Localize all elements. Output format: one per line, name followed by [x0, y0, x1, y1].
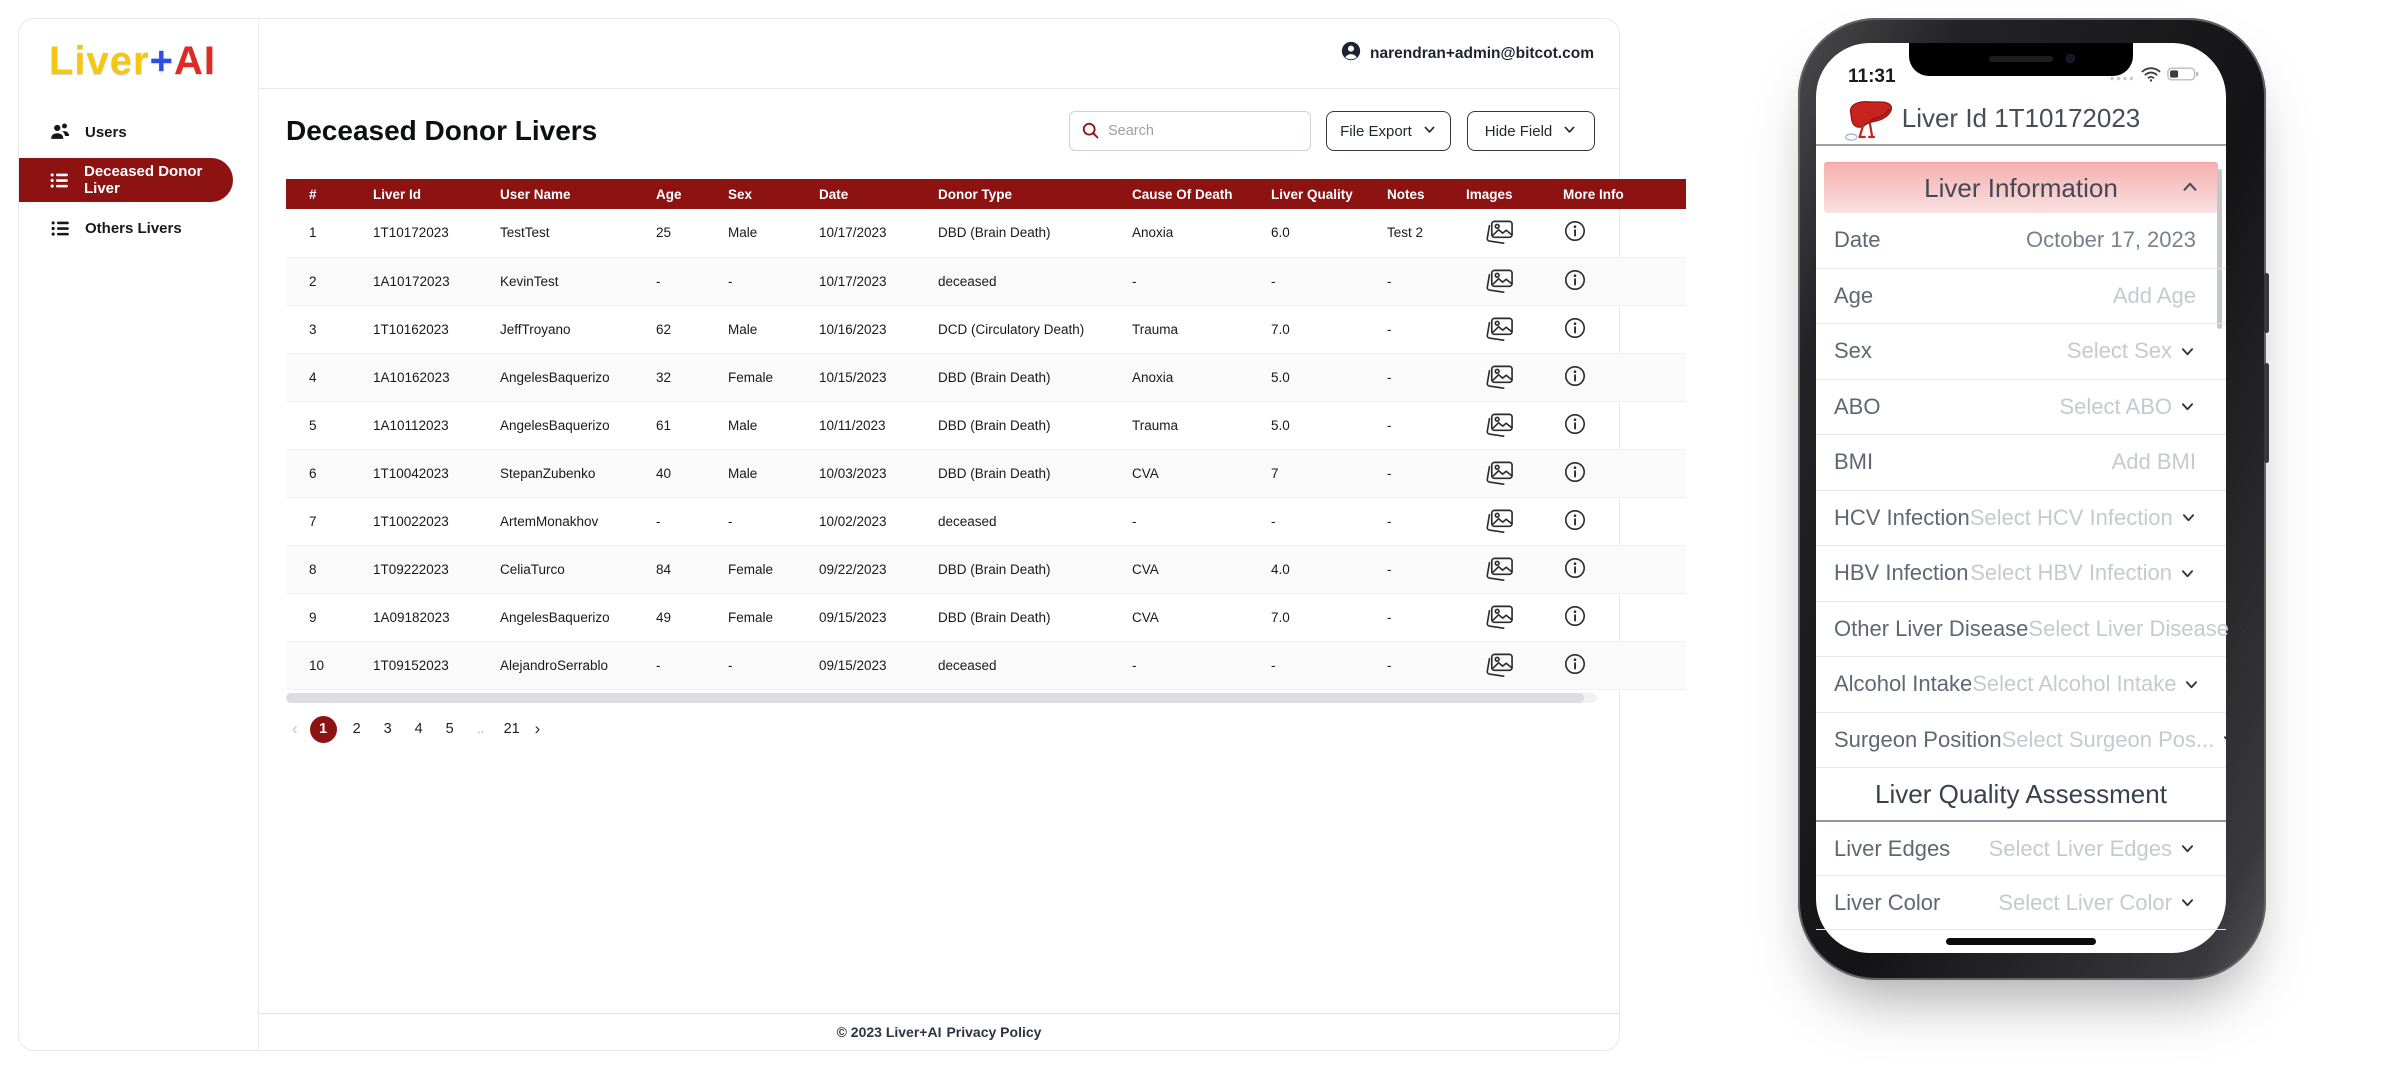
table-cell: 62	[641, 305, 713, 353]
table-cell: 84	[641, 545, 713, 593]
table-cell: 5.0	[1256, 401, 1372, 449]
table-row	[286, 401, 1686, 449]
field-value	[2026, 227, 2196, 253]
field-row-abo[interactable]	[1816, 380, 2226, 436]
phone-header	[1816, 95, 2226, 143]
field-placeholder	[2002, 727, 2239, 753]
field-value-text: Select Sex	[2066, 338, 2172, 364]
chevron-down-icon	[1562, 122, 1577, 141]
field-row-hbv-infection[interactable]	[1816, 546, 2226, 602]
table-row	[286, 209, 1686, 257]
search-icon	[1080, 120, 1101, 141]
images-icon[interactable]	[1451, 411, 1548, 440]
table-cell: 61	[641, 401, 713, 449]
file-export-label: File Export	[1340, 122, 1412, 140]
field-label: Liver Edges	[1834, 835, 1951, 861]
table-cell: 6	[286, 449, 358, 497]
table-cell	[1548, 257, 1686, 305]
field-value-text: Select Liver Disease	[2028, 615, 2229, 641]
table-cell: AlejandroSerrablo	[485, 641, 641, 689]
table-row	[286, 305, 1686, 353]
front-camera	[2066, 54, 2075, 63]
table-cell	[1451, 449, 1548, 497]
table-cell: Male	[713, 449, 804, 497]
images-icon[interactable]	[1451, 507, 1548, 536]
field-row-date[interactable]	[1816, 213, 2226, 269]
speaker-slot	[1989, 56, 2053, 62]
table-cell: 49	[641, 593, 713, 641]
table-cell: DBD (Brain Death)	[923, 209, 1117, 257]
phone-screen	[1816, 43, 2229, 953]
images-icon[interactable]	[1451, 555, 1548, 584]
chevron-down-icon	[1422, 122, 1437, 141]
chevron-down-icon	[2180, 509, 2197, 526]
table-cell: -	[641, 497, 713, 545]
table-cell: 09/15/2023	[804, 641, 923, 689]
column-header-age: Age	[641, 179, 713, 209]
table-cell: 7	[1256, 449, 1372, 497]
images-icon[interactable]	[1451, 603, 1548, 632]
table-cell: 2	[286, 257, 358, 305]
field-label: HBV Infection	[1834, 560, 1969, 586]
search-box	[1069, 111, 1311, 151]
table-row	[286, 257, 1686, 305]
chevron-down-icon	[2179, 343, 2196, 360]
table-cell: Female	[713, 593, 804, 641]
info-icon[interactable]	[1563, 219, 1587, 243]
info-icon[interactable]	[1563, 508, 1587, 532]
table-row	[286, 641, 1686, 689]
table-cell: 4	[286, 353, 358, 401]
table-cell: 1T09152023	[358, 641, 485, 689]
field-value-text: Select HCV Infection	[1969, 504, 2173, 530]
table-cell: 1A09182023	[358, 593, 485, 641]
field-placeholder	[2067, 338, 2196, 364]
table-cell: -	[1117, 497, 1256, 545]
table-cell: Trauma	[1117, 401, 1256, 449]
table-cell: AngelesBaquerizo	[485, 353, 641, 401]
column-header-notes: Notes	[1372, 179, 1451, 209]
images-icon[interactable]	[1451, 459, 1548, 488]
page-title: Deceased Donor Livers	[286, 115, 598, 146]
table-cell	[1451, 641, 1548, 689]
person-circle-icon	[1340, 40, 1362, 67]
table-cell: -	[641, 641, 713, 689]
info-icon[interactable]	[1563, 556, 1587, 580]
table-cell: JeffTroyano	[485, 305, 641, 353]
table-cell: 1T10172023	[358, 209, 485, 257]
field-row-surgeon-position[interactable]	[1816, 713, 2226, 769]
liver-quality-assessment-header	[1816, 768, 2226, 822]
table-cell: 10/03/2023	[804, 449, 923, 497]
table-cell	[1548, 401, 1686, 449]
logo-liver: Liver	[49, 39, 150, 83]
column-header-date: Date	[804, 179, 923, 209]
table-cell	[1548, 641, 1686, 689]
field-value-text: Select HBV Infection	[1970, 560, 2172, 586]
field-value-text: Add Age	[2112, 282, 2196, 308]
copyright-text: © 2023 Liver+AI	[836, 1024, 942, 1040]
table-cell: -	[1117, 641, 1256, 689]
table-row	[286, 545, 1686, 593]
column-header--: #	[286, 179, 358, 209]
file-export-button[interactable]	[1326, 111, 1451, 151]
footer	[259, 1013, 1619, 1050]
wifi-icon	[2140, 65, 2162, 88]
field-label: Other Liver Disease	[1834, 615, 2029, 641]
column-header-sex: Sex	[713, 179, 804, 209]
table-cell: -	[1372, 449, 1451, 497]
column-header-more-info: More Info	[1548, 179, 1686, 209]
chevron-down-icon	[2179, 894, 2196, 911]
table-cell: -	[1256, 497, 1372, 545]
column-header-liver-quality: Liver Quality	[1256, 179, 1372, 209]
field-row-other-liver-disease[interactable]	[1816, 602, 2229, 658]
field-label: BMI	[1834, 449, 1874, 475]
section-title: Liver Quality Assessment	[1875, 778, 2167, 809]
info-icon[interactable]	[1563, 652, 1587, 676]
search-input[interactable]	[1069, 111, 1311, 151]
table-cell: deceased	[923, 497, 1117, 545]
table-cell: 9	[286, 593, 358, 641]
table-cell: -	[1372, 305, 1451, 353]
donor-table	[286, 179, 1686, 690]
status-time: 11:31	[1848, 65, 1896, 87]
table-cell: Anoxia	[1117, 353, 1256, 401]
phone-volume-button	[2264, 273, 2269, 333]
table-cell: -	[713, 497, 804, 545]
sidebar-menu	[19, 112, 258, 248]
table-cell: 1A10172023	[358, 257, 485, 305]
table-cell: 10/15/2023	[804, 353, 923, 401]
donor-table-viewport	[286, 179, 1624, 690]
table-cell	[1451, 497, 1548, 545]
pagination	[289, 716, 1619, 743]
home-indicator[interactable]	[1946, 938, 2096, 945]
table-cell: -	[713, 641, 804, 689]
column-header-liver-id: Liver Id	[358, 179, 485, 209]
table-cell	[1548, 545, 1686, 593]
table-cell: 1T09222023	[358, 545, 485, 593]
user-email: narendran+admin@bitcot.com	[1370, 44, 1594, 62]
field-label: Alcohol Intake	[1834, 671, 1973, 697]
table-cell: 10/16/2023	[804, 305, 923, 353]
table-cell: 7.0	[1256, 305, 1372, 353]
table-cell: 5.0	[1256, 353, 1372, 401]
table-header-row	[286, 179, 1686, 209]
info-icon[interactable]	[1563, 460, 1587, 484]
field-label: ABO	[1834, 393, 1881, 419]
page-button-1[interactable]: 1	[310, 716, 337, 743]
field-placeholder	[1970, 505, 2197, 531]
field-placeholder	[1972, 671, 2200, 697]
table-cell: 1T10162023	[358, 305, 485, 353]
info-icon[interactable]	[1563, 604, 1587, 628]
table-cell: Male	[713, 305, 804, 353]
table-cell: CVA	[1117, 449, 1256, 497]
liver-information-section-header[interactable]	[1824, 162, 2218, 213]
table-cell	[1548, 497, 1686, 545]
sidebar-item-others-livers[interactable]	[19, 208, 258, 248]
field-value-text: Select Liver Color	[1998, 889, 2172, 915]
table-cell: -	[1372, 257, 1451, 305]
sidebar-item-users[interactable]	[19, 112, 258, 152]
page-button-21[interactable]: 21	[503, 721, 520, 737]
table-cell: AngelesBaquerizo	[485, 401, 641, 449]
field-row-sex[interactable]	[1816, 324, 2226, 380]
page-button-2[interactable]: 2	[352, 721, 361, 737]
table-cell: 32	[641, 353, 713, 401]
table-cell: -	[1372, 593, 1451, 641]
table-cell: ArtemMonakhov	[485, 497, 641, 545]
table-cell	[1548, 593, 1686, 641]
table-cell: -	[713, 257, 804, 305]
sidebar-item-label: Others Livers	[85, 219, 182, 237]
field-placeholder	[2113, 283, 2196, 309]
field-label: Sex	[1834, 338, 1872, 364]
field-placeholder	[1970, 560, 2196, 586]
table-cell: 6.0	[1256, 209, 1372, 257]
field-placeholder	[2059, 394, 2196, 420]
table-cell	[1451, 257, 1548, 305]
phone-notch	[1909, 43, 2133, 76]
field-value-text: Select Surgeon Pos...	[2001, 726, 2215, 752]
table-cell: Male	[713, 209, 804, 257]
table-cell: DBD (Brain Death)	[923, 353, 1117, 401]
table-cell: 25	[641, 209, 713, 257]
table-cell: Anoxia	[1117, 209, 1256, 257]
scrollbar-thumb[interactable]	[286, 693, 1584, 703]
table-cell: CeliaTurco	[485, 545, 641, 593]
field-value-text: Select ABO	[2059, 393, 2172, 419]
section-title: Liver Information	[1924, 172, 2118, 203]
sidebar-item-label: Users	[85, 123, 127, 141]
field-value-text: Add BMI	[2111, 449, 2196, 475]
sidebar-item-deceased-donor-liver[interactable]	[19, 158, 233, 202]
table-row	[286, 353, 1686, 401]
field-placeholder	[2112, 449, 2196, 475]
field-row-liver-color[interactable]	[1816, 876, 2226, 930]
chevron-down-icon	[2179, 398, 2196, 415]
table-cell	[1548, 449, 1686, 497]
chevron-up-icon	[2180, 177, 2200, 202]
main-panel	[259, 19, 1624, 1050]
page-button-3[interactable]: 3	[383, 721, 392, 737]
table-cell	[1548, 353, 1686, 401]
privacy-policy-link[interactable]: Privacy Policy	[946, 1024, 1042, 1040]
table-cell: 09/15/2023	[804, 593, 923, 641]
table-cell	[1451, 545, 1548, 593]
table-cell: Female	[713, 353, 804, 401]
info-icon[interactable]	[1563, 268, 1587, 292]
table-cell: TestTest	[485, 209, 641, 257]
sidebar-item-label: Deceased Donor Liver	[84, 163, 203, 197]
table-cell: DBD (Brain Death)	[923, 449, 1117, 497]
field-row-age[interactable]	[1816, 269, 2226, 325]
table-cell: -	[1372, 545, 1451, 593]
account-chip[interactable]	[1340, 40, 1594, 67]
table-cell: DCD (Circulatory Death)	[923, 305, 1117, 353]
table-cell: deceased	[923, 257, 1117, 305]
table-cell: 10/17/2023	[804, 209, 923, 257]
previous-page-button[interactable]: ‹	[292, 719, 298, 738]
table-cell	[1451, 401, 1548, 449]
field-value-text: Select Alcohol Intake	[1972, 671, 2177, 697]
table-cell: 3	[286, 305, 358, 353]
images-icon[interactable]	[1451, 315, 1548, 344]
table-cell: -	[1372, 497, 1451, 545]
table-cell: -	[1117, 257, 1256, 305]
table-cell: 1T10022023	[358, 497, 485, 545]
table-cell: CVA	[1117, 593, 1256, 641]
field-label: Surgeon Position	[1834, 726, 2002, 752]
liver-ai-logo	[49, 39, 258, 84]
table-cell: 5	[286, 401, 358, 449]
sidebar	[19, 19, 259, 1050]
pagination-ellipsis: ..	[477, 722, 484, 736]
table-cell	[1451, 209, 1548, 257]
field-row-alcohol-intake[interactable]	[1816, 657, 2226, 713]
table-cell: Male	[713, 401, 804, 449]
table-cell: -	[1256, 641, 1372, 689]
chevron-down-icon	[2236, 620, 2253, 637]
table-cell: 1T10042023	[358, 449, 485, 497]
table-cell: 1	[286, 209, 358, 257]
images-icon[interactable]	[1451, 363, 1548, 392]
field-row-hcv-infection[interactable]	[1816, 491, 2226, 547]
table-cell	[1451, 353, 1548, 401]
page-button-4[interactable]: 4	[414, 721, 423, 737]
info-icon[interactable]	[1563, 316, 1587, 340]
table-cell: 7	[286, 497, 358, 545]
field-label: Liver Color	[1834, 889, 1941, 915]
phone-mockup	[1798, 18, 2266, 980]
chevron-down-icon	[2183, 676, 2200, 693]
horizontal-scrollbar[interactable]	[286, 693, 1597, 703]
field-placeholder	[1998, 890, 2196, 916]
chevron-down-icon	[2179, 565, 2196, 582]
table-cell: 10/02/2023	[804, 497, 923, 545]
topbar	[259, 19, 1619, 89]
table-cell: DBD (Brain Death)	[923, 545, 1117, 593]
table-row	[286, 593, 1686, 641]
table-cell: 7.0	[1256, 593, 1372, 641]
hide-field-button[interactable]	[1467, 111, 1595, 151]
table-cell: -	[1256, 257, 1372, 305]
images-icon[interactable]	[1451, 267, 1548, 296]
table-cell	[1548, 305, 1686, 353]
field-value-text: Select Liver Edges	[1988, 835, 2172, 861]
table-cell: -	[1372, 641, 1451, 689]
chevron-down-icon	[2221, 731, 2238, 748]
table-cell: -	[1372, 353, 1451, 401]
field-row-bmi[interactable]	[1816, 435, 2226, 491]
field-value-text: October 17, 2023	[2025, 227, 2196, 253]
column-header-images: Images	[1451, 179, 1548, 209]
liver-information-fields	[1816, 213, 2229, 768]
table-row	[286, 497, 1686, 545]
next-page-button[interactable]: ›	[534, 719, 541, 738]
phone-page-title: Liver Id 1T10172023	[1901, 103, 2141, 133]
images-icon[interactable]	[1451, 651, 1548, 680]
list-icon	[49, 169, 70, 191]
table-controls	[1069, 111, 1595, 151]
page-button-5[interactable]: 5	[445, 721, 454, 737]
table-cell: AngelesBaquerizo	[485, 593, 641, 641]
field-label: HCV Infection	[1834, 504, 1970, 530]
field-placeholder	[1989, 836, 2196, 862]
table-cell	[1451, 305, 1548, 353]
info-icon[interactable]	[1563, 412, 1587, 436]
table-cell: 1A10162023	[358, 353, 485, 401]
table-cell: Trauma	[1117, 305, 1256, 353]
list-icon	[49, 217, 71, 239]
table-cell: deceased	[923, 641, 1117, 689]
table-cell: StepanZubenko	[485, 449, 641, 497]
table-cell: 8	[286, 545, 358, 593]
chevron-down-icon	[2179, 840, 2196, 857]
table-cell: 4.0	[1256, 545, 1372, 593]
table-cell: 10/17/2023	[804, 257, 923, 305]
table-cell: DBD (Brain Death)	[923, 593, 1117, 641]
table-cell	[1451, 593, 1548, 641]
admin-app-window	[18, 18, 1624, 1051]
table-cell: 40	[641, 449, 713, 497]
images-icon[interactable]	[1451, 218, 1548, 247]
logo-ai: AI	[173, 39, 216, 83]
table-cell: CVA	[1117, 545, 1256, 593]
table-cell: 10/11/2023	[804, 401, 923, 449]
table-cell: Test 2	[1372, 209, 1451, 257]
table-cell: DBD (Brain Death)	[923, 401, 1117, 449]
field-label: Age	[1834, 282, 1874, 308]
table-cell: 10	[286, 641, 358, 689]
table-cell: 09/22/2023	[804, 545, 923, 593]
header-divider	[1816, 144, 2226, 146]
hide-field-label: Hide Field	[1484, 122, 1553, 140]
field-label: Date	[1834, 227, 1881, 253]
toolbar	[259, 111, 1619, 151]
table-cell	[1548, 209, 1686, 257]
info-icon[interactable]	[1563, 364, 1587, 388]
table-cell: -	[641, 257, 713, 305]
users-icon	[49, 121, 71, 143]
battery-icon	[2167, 66, 2200, 87]
table-cell: KevinTest	[485, 257, 641, 305]
table-row	[286, 449, 1686, 497]
table-cell: Female	[713, 545, 804, 593]
field-placeholder	[2028, 616, 2253, 642]
column-header-cause-of-death: Cause Of Death	[1117, 179, 1256, 209]
table-cell: 1A10112023	[358, 401, 485, 449]
column-header-donor-type: Donor Type	[923, 179, 1117, 209]
field-row-liver-edges[interactable]	[1816, 822, 2226, 876]
table-cell: -	[1372, 401, 1451, 449]
column-header-user-name: User Name	[485, 179, 641, 209]
liver-quality-fields	[1816, 822, 2226, 930]
logo-plus: +	[149, 39, 174, 83]
phone-power-button	[2264, 363, 2269, 463]
